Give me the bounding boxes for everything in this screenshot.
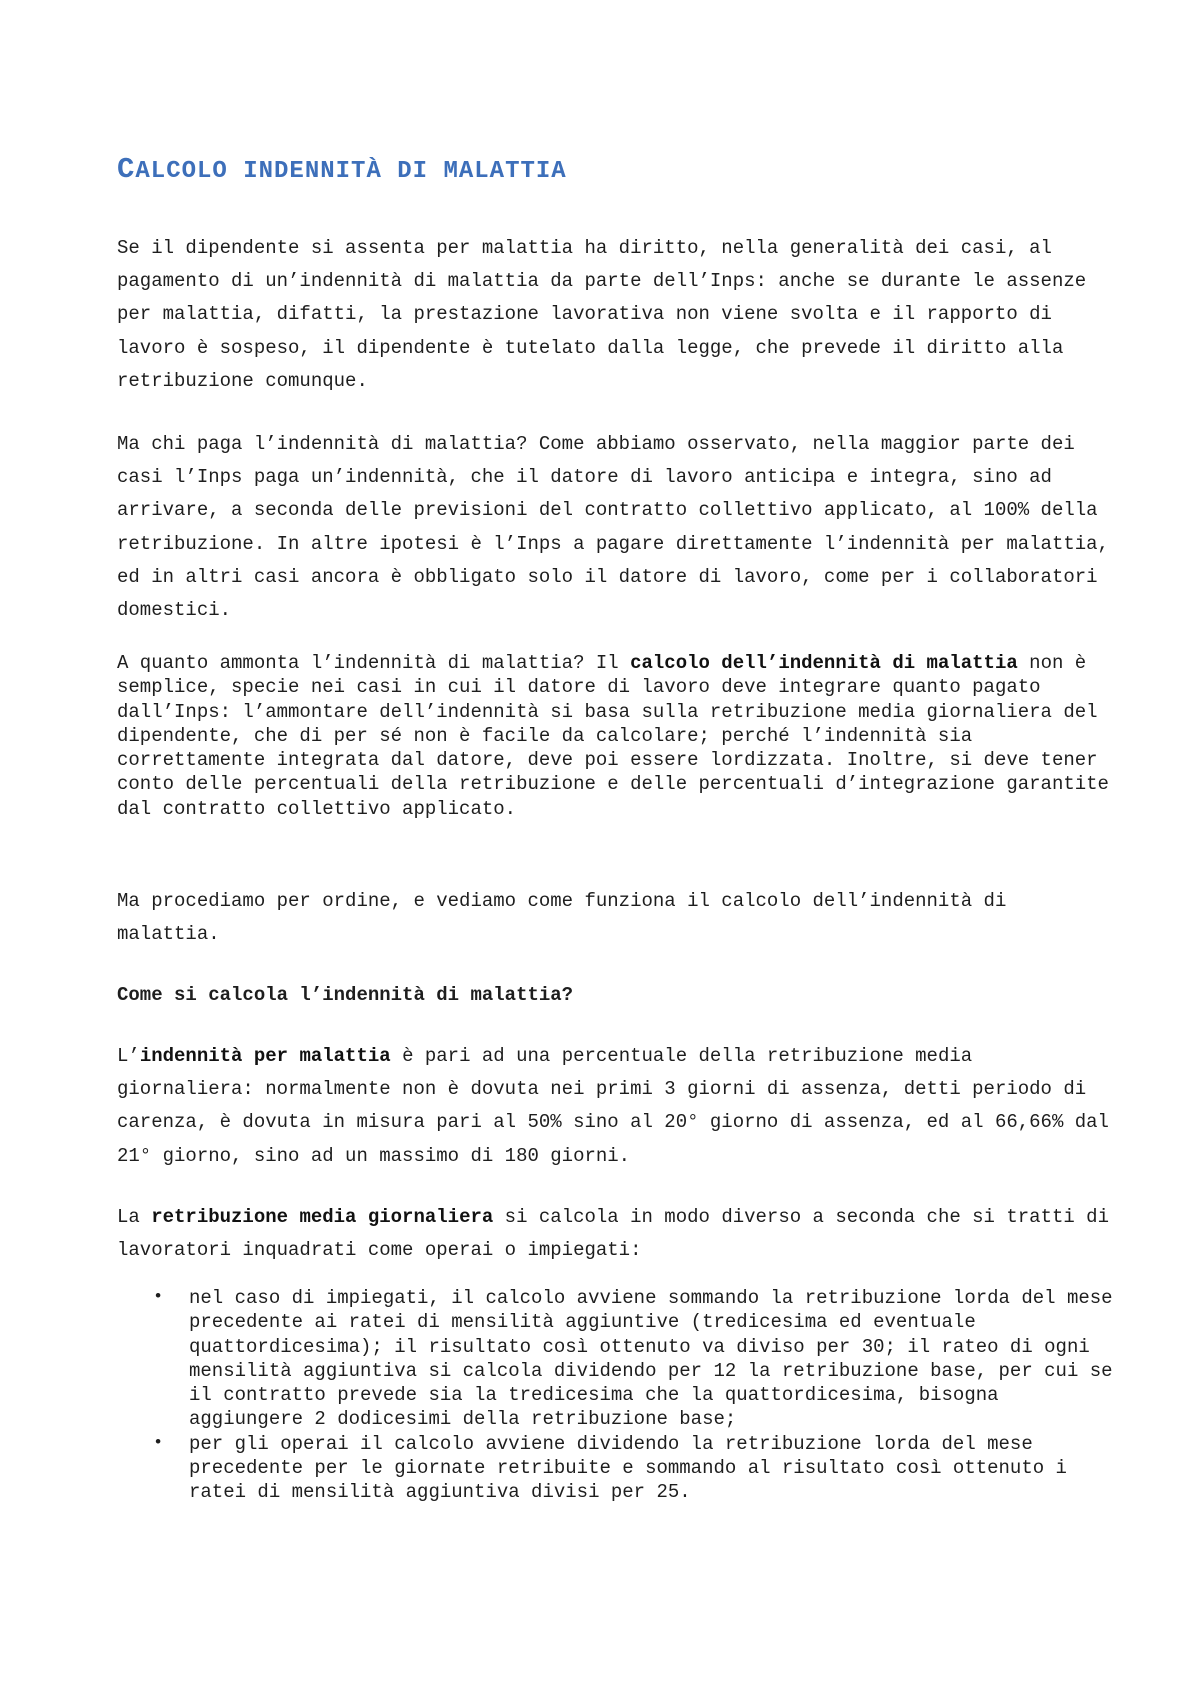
paragraph-percentage-pre: L’ [117, 1045, 140, 1067]
bullet-icon: • [153, 1288, 164, 1307]
title-initial: C [117, 153, 136, 186]
paragraph-order: Ma procediamo per ordine, e vediamo come funziona il calcolo dell’indennità di malattia. [117, 890, 1007, 946]
paragraph-percentage-bold: indennità per [139, 1045, 289, 1067]
bullet-list [117, 1286, 1117, 1505]
list-item-text: nel caso di impiegati, il calcolo avviene sommando la retribuzione lorda del mese precedente ai ratei di mensilità aggiuntive (tredicesima ed eventuale quattordicesima); il risultato così ottenuto va diviso per 30; il rateo di ogni mensilità aggiuntiva si calcola dividendo per 12 la retribuzione base, per cui se il contratto prevede sia la tredicesima che la quattordicesima, bisogna aggiungere 2 dodicesimi della retribuzione base; [189, 1287, 1113, 1431]
paragraph-amount-pre: A quanto ammonta l’indennità di malattia? Il [117, 652, 631, 674]
bullet-icon: • [153, 1433, 164, 1453]
title-rest: ALCOLO INDENNITÀ DI MALATTIA [135, 158, 567, 185]
paragraph-who-pays: Ma chi paga l’indennità di malattia? Come abbiamo osservato, nella maggior parte dei casi l’Inps paga un’indennità, che il datore di lavoro anticipa e integra, sino ad arrivare, a seconda delle previsioni del contratto collettivo applicato, al 100% della retribuzione. In altre ipotesi è l’Inps a pagare direttamente l’indennità per malattia, ed in altri casi ancora è obbligato solo il datore di lavoro, come per i collaboratori domestici. [117, 433, 1109, 622]
section-heading: Come si calcola l’indennità di malattia? [117, 984, 574, 1006]
paragraph-amount-bold: calcolo dell’indennità di malattia [630, 652, 1018, 674]
list-item-text: per gli operai il calcolo avviene dividendo la retribuzione lorda del mese precedente per le giornate retribuite e sommando al risultato così ottenuto i ratei di mensilità aggiuntiva divisi per 25. [189, 1432, 1067, 1504]
paragraph-average-pay-post: si calcola in modo diverso a seconda che si tratti di lavoratori inquadrati come operai o impiegati: [117, 1206, 1109, 1262]
paragraph-percentage-mid [288, 1045, 299, 1067]
paragraph-average-pay-bold: retribuzione media giornaliera [151, 1206, 494, 1228]
paragraph-average-pay-pre: La [117, 1206, 152, 1228]
paragraph-percentage [117, 1040, 1117, 1173]
list-item [117, 1286, 1117, 1432]
paragraph-intro: Se il dipendente si assenta per malattia ha diritto, nella generalità dei casi, al pagamento di un’indennità di malattia da parte dell’Inps: anche se durante le assenze per malattia, difatti, la prestazione lavorativa non viene svolta e il rapporto di lavoro è sospeso, il dipendente è tutelato dalla legge, che prevede il diritto alla retribuzione comunque. [117, 237, 1087, 392]
paragraph-amount [117, 651, 1117, 821]
list-item [117, 1432, 1117, 1505]
paragraph-percentage-bold2: malattia [299, 1045, 391, 1067]
paragraph-average-pay [117, 1201, 1117, 1267]
paragraph-amount-post: non è semplice, specie nei casi in cui il datore di lavoro deve integrare quanto pagato dall’Inps: l’ammontare dell’indennità si basa sulla retribuzione media giornaliera del dipendente, che di per sé non è facile da calcolare; perché l’indennità sia correttamente integrata dal datore, deve poi essere lordizzata. Inoltre, si deve tener conto delle percentuali della retribuzione e delle percentuali d’integrazione garantite dal contratto collettivo applicato. [117, 652, 1109, 820]
page-title [117, 150, 567, 192]
paragraph-percentage-post: è pari ad una percentuale della retribuzione media giornaliera: normalmente non è dovuta nei primi 3 giorni di assenza, detti periodo di carenza, è dovuta in misura pari al 50% sino al 20° giorno di assenza, ed al 66,66% dal 21° giorno, sino ad un massimo di 180 giorni. [117, 1045, 1109, 1167]
